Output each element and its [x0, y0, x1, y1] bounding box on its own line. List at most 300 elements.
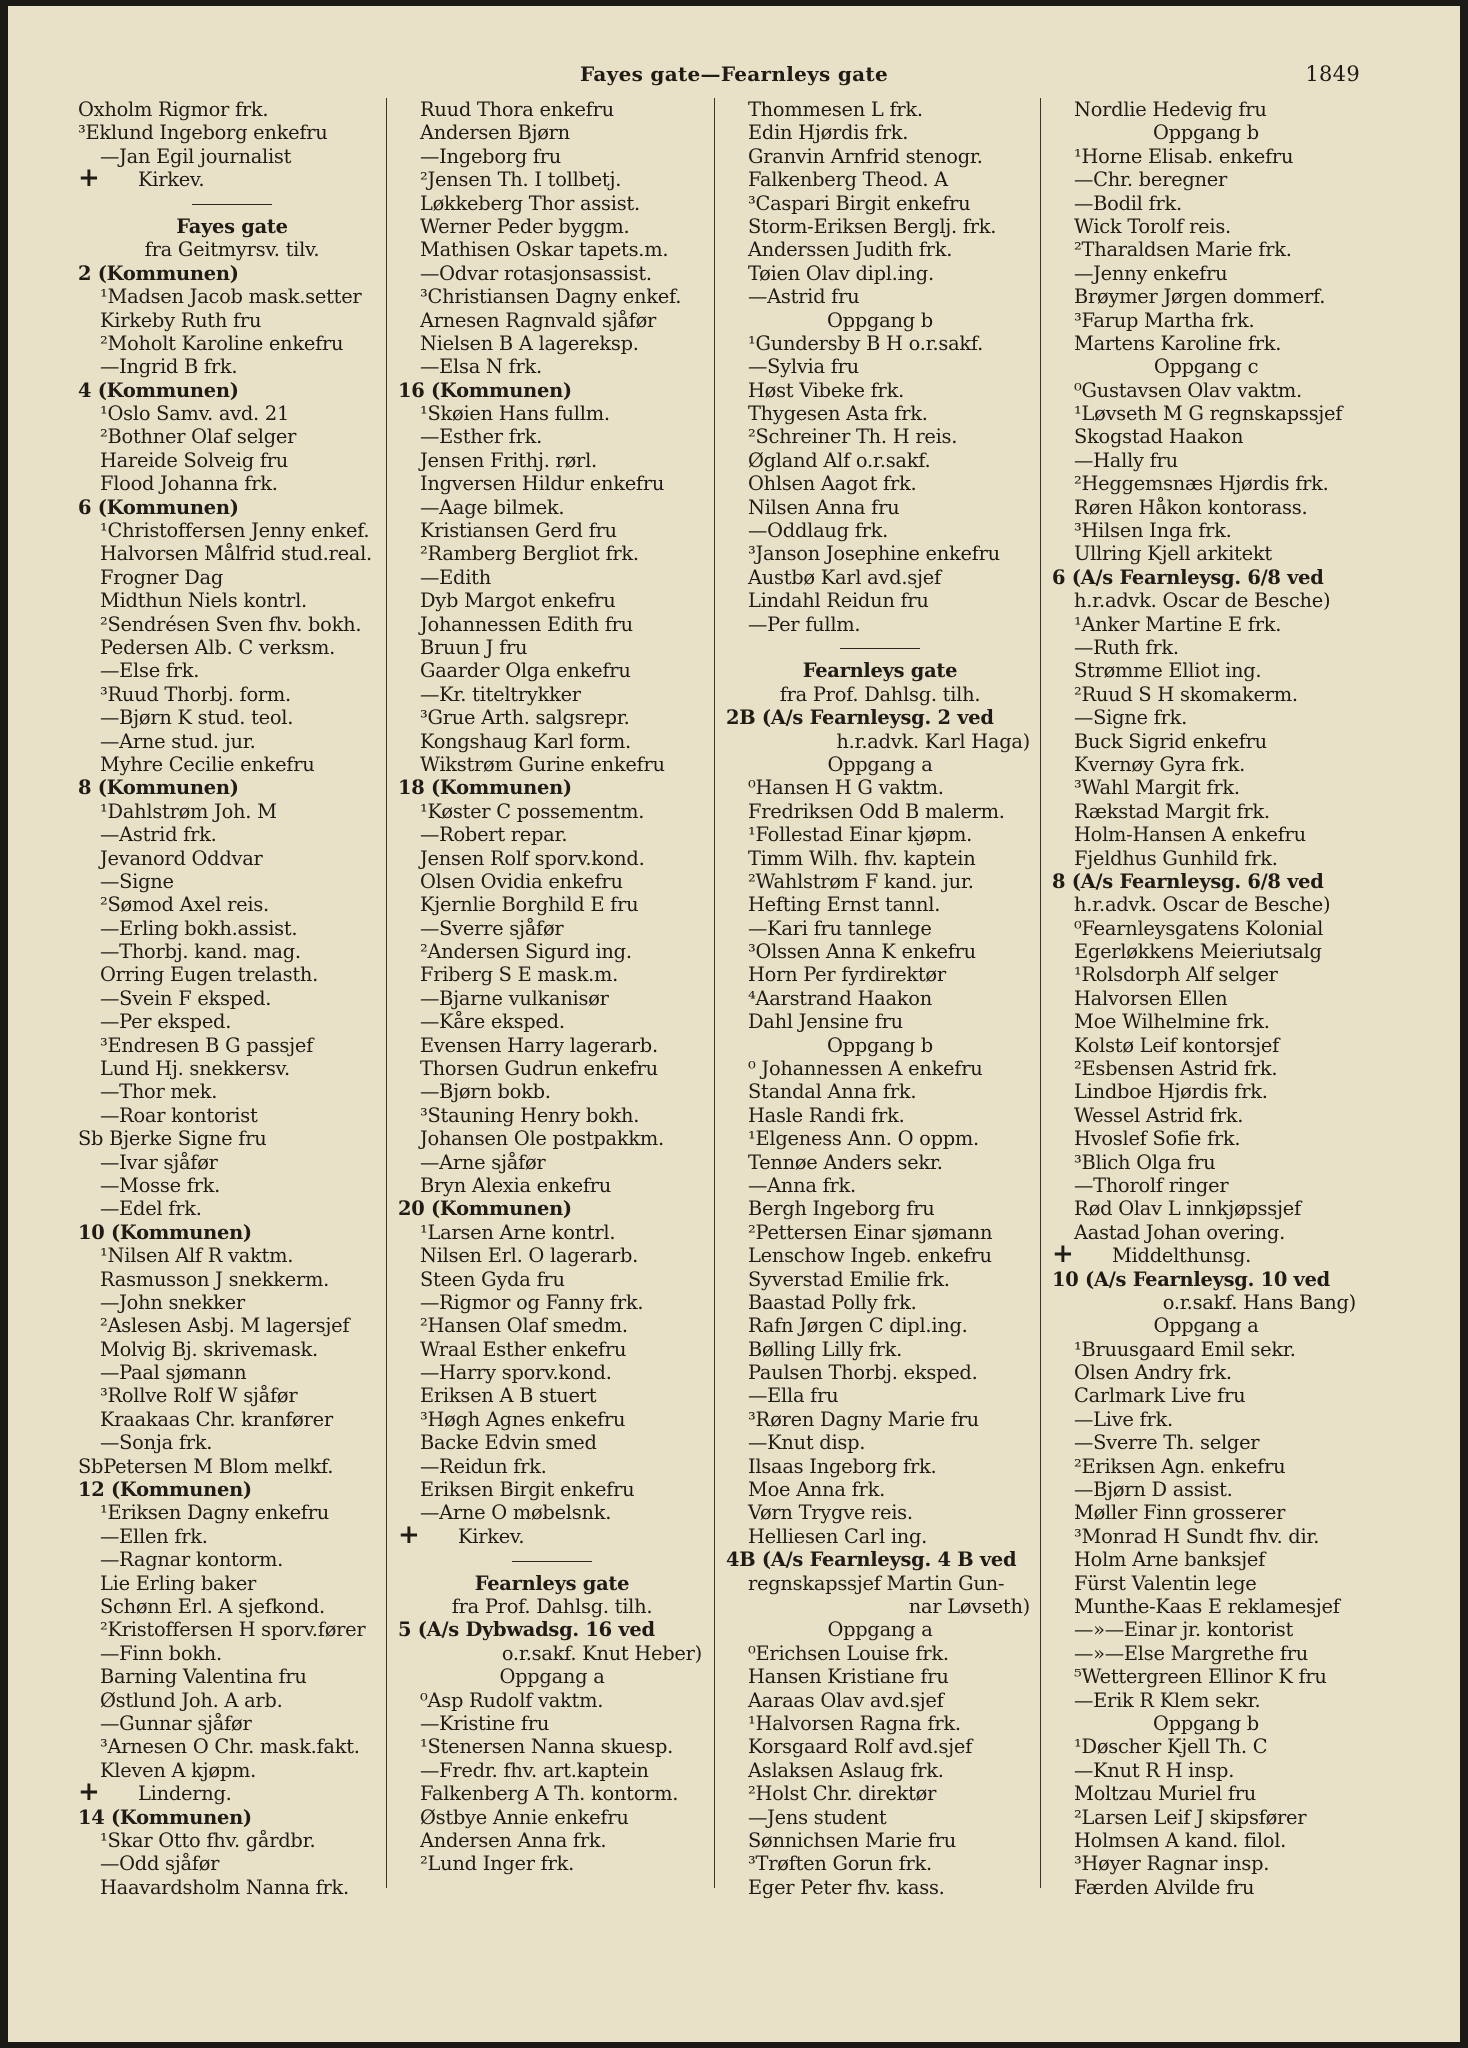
list-item: ³Stauning Henry bokh.: [420, 1103, 640, 1127]
section-subheading: fra Prof. Dahlsg. tilh.: [779, 682, 981, 706]
list-item: Nilsen Anna fru: [748, 495, 900, 519]
list-item: ¹Larsen Arne kontrl.: [420, 1220, 616, 1244]
column-2: [398, 98, 706, 1876]
list-item: Aastad Johan overing.: [1074, 1220, 1285, 1244]
list-item: —Bodil frk.: [1074, 191, 1182, 215]
list-item: Pedersen Alb. C verksm.: [100, 635, 336, 659]
list-item: Friberg S E mask.m.: [420, 963, 619, 987]
section-subheading: Oppgang c: [1153, 355, 1259, 379]
list-item: Munthe-Kaas E reklamesjef: [1074, 1595, 1340, 1618]
list-item: Andersen Bjørn: [420, 121, 570, 145]
list-item: Nilsen Erl. O lagerarb.: [420, 1244, 639, 1268]
list-item: Færden Alvilde fru: [1074, 1875, 1255, 1899]
list-item: ⁰ Johannessen A enkefru: [748, 1057, 983, 1081]
list-item: Kraakaas Chr. kranfører: [100, 1407, 333, 1431]
list-item: Fürst Valentin lege: [1074, 1571, 1257, 1595]
list-item: Horn Per fyrdirektør: [748, 963, 946, 987]
cross-street-name: Kirkev.: [138, 168, 205, 192]
list-item: h.r.advk. Oscar de Besche): [1074, 893, 1331, 917]
list-item: Skogstad Haakon: [1074, 425, 1244, 449]
building-heading: 10 (A/s Fearnleysg. 10 ved: [1052, 1267, 1330, 1291]
building-heading: 6 (A/s Fearnleysg. 6/8 ved: [1052, 565, 1324, 589]
cross-street-icon: +: [1052, 1244, 1074, 1268]
list-item: Bryn Alexia enkefru: [420, 1173, 612, 1197]
list-item: —Live frk.: [1074, 1407, 1173, 1431]
list-item: Oxholm Rigmor frk.: [78, 98, 269, 121]
list-item: ¹Christoffersen Jenny enkef.: [100, 519, 370, 543]
list-item: Rød Olav L innkjøpssjef: [1074, 1197, 1301, 1221]
list-item: —Gunnar sjåfør: [100, 1711, 252, 1735]
list-item: Holmsen A kand. filol.: [1074, 1828, 1287, 1852]
list-item: Moe Anna frk.: [748, 1478, 885, 1502]
list-item: —John snekker: [100, 1290, 245, 1314]
list-item: ³Wahl Margit frk.: [1074, 776, 1240, 800]
list-item: ²Moholt Karoline enkefru: [100, 331, 344, 355]
list-item: Wick Torolf reis.: [1074, 214, 1231, 238]
list-item: Johansen Ole postpakkm.: [420, 1127, 664, 1151]
list-item: Rasmusson J snekkerm.: [100, 1267, 330, 1291]
list-item: —Erik R Klem sekr.: [1074, 1688, 1261, 1712]
list-item: —Jens student: [748, 1805, 887, 1829]
list-item: ²Schreiner Th. H reis.: [748, 425, 958, 449]
list-item: —Kr. titeltrykker: [420, 682, 581, 706]
list-item: Backe Edvin smed: [420, 1431, 597, 1455]
list-item: ³Olssen Anna K enkefru: [748, 940, 976, 964]
list-item: —Jenny enkefru: [1074, 261, 1228, 285]
section-subheading: fra Prof. Dahlsg. tilh.: [451, 1595, 653, 1618]
list-item: SbPetersen M Blom melkf.: [78, 1454, 334, 1478]
list-item: —Fredr. fhv. art.kaptein: [420, 1758, 649, 1782]
list-item: Andersen Anna frk.: [420, 1828, 607, 1852]
list-item: —Sonja frk.: [100, 1431, 213, 1455]
list-item: Lindahl Reidun fru: [748, 589, 929, 613]
list-item: —Knut R H insp.: [1074, 1758, 1235, 1782]
list-item: —Svein F eksped.: [100, 986, 272, 1010]
building-heading: 2 (Kommunen): [78, 261, 239, 285]
list-item: —Sverre Th. selger: [1074, 1431, 1260, 1455]
list-item: ¹Stenersen Nanna skuesp.: [420, 1735, 674, 1759]
cross-street-line: [1052, 1244, 1360, 1267]
list-item: —Finn bokh.: [100, 1641, 222, 1665]
list-item: ³Janson Josephine enkefru: [748, 542, 1000, 566]
list-item: ³Endresen B G passjef: [100, 1033, 314, 1057]
list-item: —Arne stud. jur.: [100, 729, 256, 753]
building-heading: 4B (A/s Fearnleysg. 4 B ved: [726, 1548, 1017, 1572]
list-item: ¹Oslo Samv. avd. 21: [100, 402, 290, 426]
list-item: Ruud Thora enkefru: [420, 98, 614, 121]
list-item: ¹Follestad Einar kjøpm.: [748, 823, 973, 847]
list-item: ²Aslesen Asbj. M lagersjef: [100, 1314, 350, 1338]
list-item: —Astrid fru: [748, 285, 860, 309]
list-item: Kristiansen Gerd fru: [420, 519, 617, 543]
street-heading: Fayes gate: [176, 214, 288, 238]
cross-street-icon: +: [398, 1524, 420, 1549]
list-item: Edin Hjørdis frk.: [748, 121, 909, 145]
section-subheading: Oppgang a: [827, 752, 933, 776]
building-heading: 16 (Kommunen): [398, 378, 572, 402]
list-item: ¹Køster C possementm.: [420, 799, 645, 823]
list-item: Mathisen Oskar tapets.m.: [420, 238, 669, 262]
building-heading: 6 (Kommunen): [78, 495, 239, 519]
list-item: ⁰Hansen H G vaktm.: [748, 776, 944, 800]
list-item: —Mosse frk.: [100, 1173, 221, 1197]
section-subheading: Oppgang b: [827, 308, 933, 332]
list-item: —Aage bilmek.: [420, 495, 565, 519]
list-item: —Edel frk.: [100, 1197, 202, 1221]
list-item: Holm Arne banksjef: [1074, 1548, 1266, 1572]
list-item: Frogner Dag: [100, 565, 223, 589]
directory-page: [8, 6, 1460, 2042]
list-item: Kjernlie Borghild E fru: [420, 893, 639, 917]
list-item: Standal Anna frk.: [748, 1080, 917, 1104]
list-item: ⁰Asp Rudolf vaktm.: [420, 1688, 604, 1712]
list-item: Olsen Andry frk.: [1074, 1361, 1232, 1385]
list-item: —Jan Egil journalist: [100, 144, 292, 168]
list-item: Kvernøy Gyra frk.: [1074, 752, 1246, 776]
list-item: —Robert repar.: [420, 823, 568, 847]
list-item: Aslaksen Aslaug frk.: [748, 1758, 944, 1782]
list-item: ⁵Wettergreen Ellinor K fru: [1074, 1665, 1327, 1689]
list-item: ²Ramberg Bergliot frk.: [420, 542, 639, 566]
list-item: ²Sømod Axel reis.: [100, 893, 269, 917]
list-item: Olsen Ovidia enkefru: [420, 869, 623, 893]
list-item: ⁰Erichsen Louise frk.: [748, 1641, 949, 1665]
list-item: —Ivar sjåfør: [100, 1150, 218, 1174]
building-heading: 8 (A/s Fearnleysg. 6/8 ved: [1052, 869, 1324, 893]
list-item: Steen Gyda fru: [420, 1267, 565, 1291]
building-heading: 12 (Kommunen): [78, 1478, 252, 1502]
list-item: Øgland Alf o.r.sakf.: [748, 448, 931, 472]
section-subheading: Oppgang b: [1153, 1711, 1259, 1735]
list-item: Dyb Margot enkefru: [420, 589, 616, 613]
list-item: ¹Døscher Kjell Th. C: [1074, 1735, 1268, 1759]
list-item: ³Trøften Gorun frk.: [748, 1852, 932, 1876]
list-item: —Roar kontorist: [100, 1103, 258, 1127]
list-item: ³Christiansen Dagny enkef.: [420, 285, 682, 309]
list-item: Tøien Olav dipl.ing.: [748, 261, 934, 285]
list-item: ³Ruud Thorbj. form.: [100, 682, 291, 706]
column-divider: [386, 98, 387, 1888]
section-subheading: Oppgang a: [1153, 1314, 1259, 1338]
list-item: ⁴Aarstrand Haakon: [748, 986, 932, 1010]
list-item: Eriksen Birgit enkefru: [420, 1478, 635, 1502]
list-item: —»—Else Margrethe fru: [1074, 1641, 1309, 1665]
list-item: nar Løvseth): [908, 1595, 1030, 1618]
list-item: Vørn Trygve reis.: [748, 1501, 913, 1525]
list-item: —Oddlaug frk.: [748, 519, 889, 543]
list-item: ⁰Fearnleysgatens Kolonial: [1074, 916, 1324, 940]
list-item: ³Rollve Rolf W sjåfør: [100, 1384, 298, 1408]
cross-street-icon: +: [78, 1782, 100, 1806]
list-item: —Ingrid B frk.: [100, 355, 238, 379]
list-item: ²Andersen Sigurd ing.: [420, 940, 632, 964]
list-item: ²Sendrésen Sven fhv. bokh.: [100, 612, 362, 636]
list-item: ²Kristoffersen H sporv.fører: [100, 1618, 366, 1642]
list-item: —Ella fru: [748, 1384, 839, 1408]
list-item: —Arne sjåfør: [420, 1150, 546, 1174]
list-item: —Thorbj. kand. mag.: [100, 940, 301, 964]
list-item: Granvin Arnfrid stenogr.: [748, 144, 983, 168]
list-item: ¹Eriksen Dagny enkefru: [100, 1501, 329, 1525]
list-item: Møller Finn grosserer: [1074, 1501, 1286, 1525]
list-item: —Kari fru tannlege: [748, 916, 932, 940]
list-item: Wraal Esther enkefru: [420, 1337, 627, 1361]
page-header: [8, 62, 1460, 92]
list-item: Gaarder Olga enkefru: [420, 659, 631, 683]
list-item: Myhre Cecilie enkefru: [100, 752, 315, 776]
list-item: —Signe frk.: [1074, 706, 1188, 730]
list-item: —Bjørn bokb.: [420, 1080, 551, 1104]
list-item: Rafn Jørgen C dipl.ing.: [748, 1314, 968, 1338]
list-item: ³Høgh Agnes enkefru: [420, 1407, 626, 1431]
list-item: Hasle Randi frk.: [748, 1103, 905, 1127]
list-item: Fredriksen Odd B malerm.: [748, 799, 1005, 823]
page-number: 1849: [1305, 62, 1360, 86]
column-divider: [714, 98, 715, 1888]
list-item: Buck Sigrid enkefru: [1074, 729, 1267, 753]
list-item: Kolstø Leif kontorsjef: [1074, 1033, 1280, 1057]
list-item: Høst Vibeke frk.: [748, 378, 904, 402]
list-item: Baastad Polly frk.: [748, 1290, 917, 1314]
building-heading: 20 (Kommunen): [398, 1197, 572, 1221]
list-item: Strømme Elliot ing.: [1074, 659, 1262, 683]
list-item: Barning Valentina fru: [100, 1665, 307, 1689]
list-item: ²Wahlstrøm F kand. jur.: [748, 869, 974, 893]
street-heading: Fearnleys gate: [474, 1571, 630, 1595]
list-item: Johannessen Edith fru: [420, 612, 633, 636]
cross-street-name: Linderng.: [138, 1782, 232, 1806]
list-item: ³Hilsen Inga frk.: [1074, 519, 1232, 543]
column-3: [726, 98, 1034, 1899]
list-item: —Sylvia fru: [748, 355, 859, 379]
list-item: h.r.advk. Oscar de Besche): [1074, 589, 1331, 613]
list-item: —Elsa N frk.: [420, 355, 542, 379]
section-rule: [78, 192, 386, 215]
section-subheading: Oppgang b: [1153, 121, 1259, 145]
column-1: [78, 98, 386, 1899]
list-item: Rækstad Margit frk.: [1074, 799, 1270, 823]
list-item: Lie Erling baker: [100, 1571, 257, 1595]
list-item: ²Holst Chr. direktør: [748, 1782, 937, 1806]
list-item: —Edith: [420, 565, 491, 589]
list-item: Kongshaug Karl form.: [420, 729, 631, 753]
list-item: ²Tharaldsen Marie frk.: [1074, 238, 1292, 262]
building-heading: 2B (A/s Fearnleysg. 2 ved: [726, 706, 994, 730]
list-item: ³Eklund Ingeborg enkefru: [78, 121, 328, 145]
list-item: regnskapssjef Martin Gun-: [748, 1571, 1005, 1595]
list-item: Sb Bjerke Signe fru: [78, 1127, 267, 1151]
list-item: Østbye Annie enkefru: [420, 1805, 629, 1829]
list-item: ¹Dahlstrøm Joh. M: [100, 799, 277, 823]
list-item: ²Bothner Olaf selger: [100, 425, 297, 449]
list-item: Molvig Bj. skrivemask.: [100, 1337, 318, 1361]
list-item: —Astrid frk.: [100, 823, 217, 847]
list-item: Lenschow Ingeb. enkefru: [748, 1244, 992, 1268]
list-item: Aaraas Olav avd.sjef: [748, 1688, 944, 1712]
list-item: Flood Johanna frk.: [100, 472, 278, 496]
building-heading: 14 (Kommunen): [78, 1805, 252, 1829]
list-item: Halvorsen Ellen: [1074, 986, 1228, 1010]
list-item: o.r.sakf. Hans Bang): [1162, 1290, 1356, 1314]
list-item: ¹Løvseth M G regnskapssjef: [1074, 402, 1343, 426]
column-4: [1052, 98, 1360, 1899]
list-item: Wikstrøm Gurine enkefru: [420, 752, 665, 776]
list-item: Holm-Hansen A enkefru: [1074, 823, 1306, 847]
list-item: ³Farup Martha frk.: [1074, 308, 1255, 332]
list-item: ³Høyer Ragnar insp.: [1074, 1852, 1270, 1876]
list-item: —Harry sporv.kond.: [420, 1361, 612, 1385]
list-item: —Sverre sjåfør: [420, 916, 564, 940]
list-item: Paulsen Thorbj. eksped.: [748, 1361, 978, 1385]
list-item: Korsgaard Rolf avd.sjef: [748, 1735, 973, 1759]
cross-street-name: Middelthunsg.: [1112, 1244, 1252, 1268]
list-item: —Rigmor og Fanny frk.: [420, 1290, 644, 1314]
list-item: Lindboe Hjørdis frk.: [1074, 1080, 1268, 1104]
list-item: Helliesen Carl ing.: [748, 1524, 928, 1548]
list-item: Egerløkkens Meieriutsalg: [1074, 940, 1322, 964]
list-item: —»—Einar jr. kontorist: [1074, 1618, 1294, 1642]
list-item: ¹Gundersby B H o.r.sakf.: [748, 331, 984, 355]
list-item: —Odvar rotasjonsassist.: [420, 261, 652, 285]
list-item: Hvoslef Sofie frk.: [1074, 1127, 1241, 1151]
list-item: Schønn Erl. A sjefkond.: [100, 1595, 325, 1618]
list-item: Midthun Niels kontrl.: [100, 589, 307, 613]
list-item: ¹Nilsen Alf R vaktm.: [100, 1244, 294, 1268]
section-subheading: fra Geitmyrsv. tilv.: [144, 238, 320, 262]
building-heading: 18 (Kommunen): [398, 776, 572, 800]
list-item: Brøymer Jørgen dommerf.: [1074, 285, 1326, 309]
list-item: —Signe: [100, 869, 174, 893]
list-item: Syverstad Emilie frk.: [748, 1267, 950, 1291]
list-item: —Per eksped.: [100, 1010, 232, 1034]
section-subheading: Oppgang a: [827, 1618, 933, 1642]
list-item: —Anna frk.: [748, 1173, 856, 1197]
building-heading: 4 (Kommunen): [78, 378, 239, 402]
list-item: Løkkeberg Thor assist.: [420, 191, 640, 215]
list-item: Storm-Eriksen Berglj. frk.: [748, 214, 997, 238]
list-item: Timm Wilh. fhv. kaptein: [748, 846, 976, 870]
list-item: —Per fullm.: [748, 612, 861, 636]
list-item: Hansen Kristiane fru: [748, 1665, 949, 1689]
list-item: ²Hansen Olaf smedm.: [420, 1314, 628, 1338]
list-item: ³Blich Olga fru: [1074, 1150, 1216, 1174]
list-item: ¹Rolsdorph Alf selger: [1074, 963, 1278, 987]
list-item: —Kåre eksped.: [420, 1010, 565, 1034]
list-item: ²Ruud S H skomakerm.: [1074, 682, 1298, 706]
list-item: —Odd sjåfør: [100, 1852, 220, 1876]
list-item: Bergh Ingeborg fru: [748, 1197, 935, 1221]
list-item: ³Caspari Birgit enkefru: [748, 191, 971, 215]
list-item: Martens Karoline frk.: [1074, 331, 1282, 355]
section-rule: [726, 636, 1034, 659]
list-item: —Esther frk.: [420, 425, 543, 449]
cross-street-icon: +: [78, 168, 100, 192]
page-title: Fayes gate—Fearnleys gate: [580, 62, 888, 86]
list-item: ³Arnesen O Chr. mask.fakt.: [100, 1735, 360, 1759]
list-item: Jevanord Oddvar: [100, 846, 263, 870]
list-item: ⁰Gustavsen Olav vaktm.: [1074, 378, 1302, 402]
list-item: Moltzau Muriel fru: [1074, 1782, 1257, 1806]
list-item: Carlmark Live fru: [1074, 1384, 1246, 1408]
column-divider: [1040, 98, 1041, 1888]
list-item: Røren Håkon kontorass.: [1074, 495, 1308, 519]
list-item: Hefting Ernst tannl.: [748, 893, 941, 917]
list-item: —Bjørn D assist.: [1074, 1478, 1233, 1502]
list-item: Evensen Harry lagerarb.: [420, 1033, 658, 1057]
list-item: Jensen Rolf sporv.kond.: [420, 846, 645, 870]
list-item: —Thorolf ringer: [1074, 1173, 1229, 1197]
list-item: ¹Skøien Hans fullm.: [420, 402, 610, 426]
list-item: Sønnichsen Marie fru: [748, 1828, 957, 1852]
list-item: Fjeldhus Gunhild frk.: [1074, 846, 1278, 870]
section-subheading: Oppgang a: [499, 1665, 605, 1689]
list-item: h.r.advk. Karl Haga): [836, 729, 1030, 753]
list-item: Thorsen Gudrun enkefru: [420, 1057, 658, 1081]
list-item: —Ruth frk.: [1074, 635, 1179, 659]
list-item: Thommesen L frk.: [748, 98, 923, 121]
list-item: ³Grue Arth. salgsrepr.: [420, 706, 630, 730]
list-item: —Ellen frk.: [100, 1524, 208, 1548]
list-item: ²Lund Inger frk.: [420, 1852, 575, 1876]
list-item: Jensen Frithj. rørl.: [420, 448, 597, 472]
list-item: —Bjarne vulkanisør: [420, 986, 609, 1010]
list-item: ¹Madsen Jacob mask.setter: [100, 285, 362, 309]
building-heading: 10 (Kommunen): [78, 1220, 252, 1244]
list-item: —Thor mek.: [100, 1080, 218, 1104]
list-item: Eriksen A B stuert: [420, 1384, 597, 1408]
list-item: Lund Hj. snekkersv.: [100, 1057, 290, 1081]
list-item: —Ragnar kontorm.: [100, 1548, 284, 1572]
section-rule: [398, 1548, 706, 1571]
list-item: Hareide Solveig fru: [100, 448, 289, 472]
list-item: Nielsen B A lagereksp.: [420, 331, 639, 355]
list-item: Kleven A kjøpm.: [100, 1758, 257, 1782]
list-item: Werner Peder byggm.: [420, 214, 630, 238]
list-item: Tennøe Anders sekr.: [748, 1150, 943, 1174]
list-item: ¹Horne Elisab. enkefru: [1074, 144, 1294, 168]
list-item: ²Heggemsnæs Hjørdis frk.: [1074, 472, 1329, 496]
list-item: Østlund Joh. A arb.: [100, 1688, 283, 1712]
list-item: —Erling bokh.assist.: [100, 916, 298, 940]
list-item: ¹Halvorsen Ragna frk.: [748, 1711, 961, 1735]
list-item: Falkenberg Theod. A: [748, 168, 948, 192]
list-item: Anderssen Judith frk.: [748, 238, 953, 262]
list-item: —Hally fru: [1074, 448, 1178, 472]
list-item: —Reidun frk.: [420, 1454, 547, 1478]
list-item: Austbø Karl avd.sjef: [748, 565, 941, 589]
list-item: ²Esbensen Astrid frk.: [1074, 1057, 1278, 1081]
list-item: —Kristine fru: [420, 1711, 550, 1735]
list-item: Ohlsen Aagot frk.: [748, 472, 917, 496]
list-item: ³Røren Dagny Marie fru: [748, 1407, 979, 1431]
list-item: ²Jensen Th. I tollbetj.: [420, 168, 622, 192]
list-item: —Ingeborg fru: [420, 144, 562, 168]
list-item: Orring Eugen trelasth.: [100, 963, 319, 987]
cross-street-line: [78, 168, 386, 191]
list-item: —Knut disp.: [748, 1431, 866, 1455]
list-item: ¹Skar Otto fhv. gårdbr.: [100, 1828, 316, 1852]
list-item: —Else frk.: [100, 659, 200, 683]
list-item: Ilsaas Ingeborg frk.: [748, 1454, 937, 1478]
list-item: —Arne O møbelsnk.: [420, 1501, 612, 1525]
list-item: Bølling Lilly frk.: [748, 1337, 903, 1361]
list-item: o.r.sakf. Knut Heber): [501, 1641, 702, 1665]
list-item: Thygesen Asta frk.: [748, 402, 928, 426]
list-item: Wessel Astrid frk.: [1074, 1103, 1244, 1127]
list-item: Bruun J fru: [420, 635, 528, 659]
list-item: ²Larsen Leif J skipsfører: [1074, 1805, 1307, 1829]
list-item: ¹Anker Martine E frk.: [1074, 612, 1282, 636]
